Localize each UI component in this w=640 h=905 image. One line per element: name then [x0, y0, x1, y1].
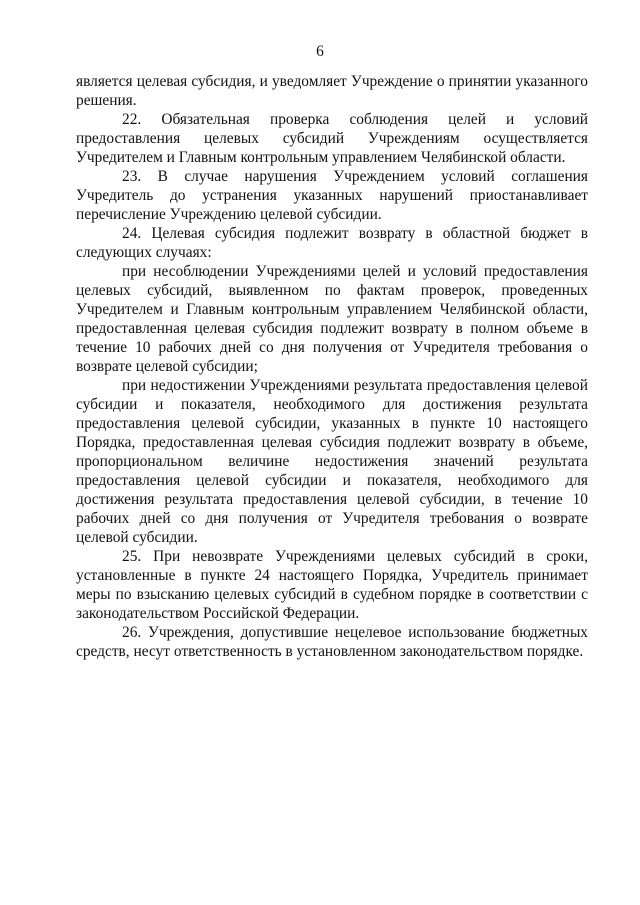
paragraph-24-case-1: при несоблюдении Учреждениями целей и условий предоставления целевых субсидий, выявленном по фактам проверок, проведенных Учредителем и Главным контрольным управлением Челябинской области, предоставленная целевая субсидия подлежит возврату в полном объеме в течение 10 рабочих дней со дня получения от Учредителя требования о возврате целевой субсидии; — [76, 263, 588, 375]
page-number: 6 — [316, 43, 324, 60]
paragraph-continuation: является целевая субсидия, и уведомляет Учреждение о принятии указанного решения. — [76, 73, 588, 109]
paragraph-24-case-2: при недостижении Учреждениями результата предоставления целевой субсидии и показателя, необходимого для достижения результата предоставления целевой субсидии, указанных в пункте 10 настоящего Порядка, предоставленная целевая субсидия подлежит возврату в объеме, пропорциональном величине недостижения значений результата предоставления целевой субсидии и показателя, необходимого для достижения результата предоставления целевой субсидии, в течение 10 рабочих дней со дня получения от Учредителя требования о возврате целевой субсидии. — [76, 377, 588, 546]
paragraph-26: 26. Учреждения, допустившие нецелевое использование бюджетных средств, несут ответственность в установленном законодательством порядке. — [76, 624, 588, 660]
paragraph-22: 22. Обязательная проверка соблюдения целей и условий предоставления целевых субсидий Учреждениям осуществляется Учредителем и Главным контрольным управлением Челябинской области. — [76, 111, 588, 166]
paragraph-24: 24. Целевая субсидия подлежит возврату в областной бюджет в следующих случаях: — [76, 225, 588, 261]
paragraph-25: 25. При невозврате Учреждениями целевых субсидий в сроки, установленные в пункте 24 настоящего Порядка, Учредитель принимает меры по взысканию целевых субсидий в судебном порядке в соответствии с законодательством Российской Федерации. — [76, 548, 588, 622]
document-body — [76, 72, 588, 661]
paragraph-23: 23. В случае нарушения Учреждением условий соглашения Учредитель до устранения указанных нарушений приостанавливает перечисление Учреждению целевой субсидии. — [76, 168, 588, 223]
